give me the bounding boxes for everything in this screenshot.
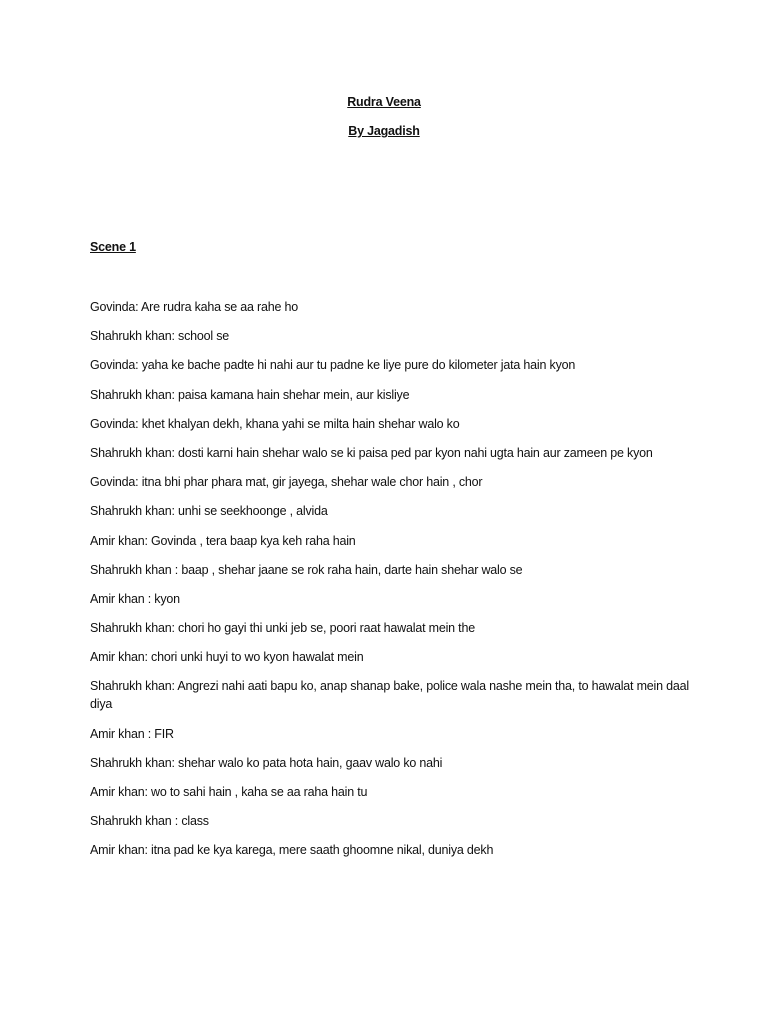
- dialogue-text: Are rudra kaha se aa rahe ho: [141, 300, 299, 314]
- speaker-separator: :: [171, 387, 179, 402]
- speaker-name: Shahrukh khan: [90, 387, 172, 402]
- dialogue-line: [90, 415, 690, 433]
- dialogue-line: [90, 532, 690, 550]
- speaker-separator: :: [135, 358, 142, 373]
- dialogue-line: [90, 783, 690, 801]
- speaker-name: Shahrukh khan: [90, 329, 172, 344]
- dialogue-text: class: [181, 814, 209, 829]
- speaker-name: Govinda: [90, 358, 136, 373]
- dialogue-line: [90, 502, 690, 520]
- speaker-name: Shahrukh khan: [90, 679, 172, 694]
- speaker-name: Govinda: [90, 300, 136, 314]
- speaker-separator: :: [144, 726, 155, 741]
- speaker-separator: :: [144, 533, 152, 548]
- dialogue-line: [90, 677, 690, 713]
- dialogue-text: Govinda , tera baap kya keh raha hain: [151, 533, 356, 548]
- dialogue-line: [90, 298, 690, 316]
- dialogue-line: [90, 590, 690, 608]
- speaker-name: Govinda: [90, 475, 136, 490]
- dialogue-text: school se: [178, 329, 230, 344]
- speaker-name: Shahrukh khan: [90, 814, 172, 829]
- speaker-name: Amir khan: [90, 726, 145, 741]
- dialogue-line: [90, 561, 690, 579]
- speaker-separator: :: [144, 843, 152, 858]
- speaker-name: Amir khan: [90, 591, 145, 606]
- speaker-name: Shahrukh khan: [90, 504, 172, 519]
- dialogue-line: [90, 473, 690, 491]
- speaker-separator: :: [171, 445, 179, 460]
- dialogue-line: [90, 648, 690, 666]
- dialogue-line: [90, 725, 690, 743]
- scene-heading: Scene 1: [90, 240, 136, 254]
- dialogue-text: baap , shehar jaane se rok raha hain, darte hain shehar walo se: [181, 562, 523, 577]
- speaker-separator: :: [171, 814, 182, 829]
- document-byline: By Jagadish: [348, 124, 420, 138]
- speaker-separator: :: [144, 650, 152, 665]
- dialogue-text: shehar walo ko pata hota hain, gaav walo ko nahi: [178, 755, 443, 770]
- dialogue-text: dosti karni hain shehar walo se ki paisa ped par kyon nahi ugta hain aur zameen pe kyon: [178, 445, 653, 460]
- document-title: Rudra Veena: [347, 95, 421, 109]
- speaker-name: Shahrukh khan: [90, 755, 172, 770]
- speaker-separator: :: [171, 562, 182, 577]
- speaker-separator: :: [144, 785, 152, 799]
- speaker-name: Amir khan: [90, 533, 145, 548]
- speaker-name: Shahrukh khan: [90, 562, 172, 577]
- dialogue-text: kyon: [154, 591, 180, 606]
- speaker-separator: :: [171, 621, 179, 636]
- dialogue-text: wo to sahi hain , kaha se aa raha hain tu: [151, 785, 368, 799]
- speaker-separator: :: [135, 300, 142, 314]
- speaker-name: Govinda: [90, 416, 136, 431]
- speaker-name: Shahrukh khan: [90, 445, 172, 460]
- dialogue-line: [90, 356, 690, 374]
- speaker-name: Amir khan: [90, 650, 145, 665]
- dialogue-text: yaha ke bache padte hi nahi aur tu padne ke liye pure do kilometer jata hain kyon: [141, 358, 576, 373]
- speaker-separator: :: [171, 329, 179, 344]
- dialogue-line: [90, 619, 690, 637]
- dialogue-line: [90, 444, 690, 462]
- speaker-separator: :: [171, 504, 179, 519]
- dialogue-line: [90, 812, 690, 830]
- speaker-separator: :: [144, 591, 155, 606]
- speaker-name: Shahrukh khan: [90, 621, 172, 636]
- dialogue-text: chori ho gayi thi unki jeb se, poori raat hawalat mein the: [178, 621, 475, 636]
- dialogue-text: chori unki huyi to wo kyon hawalat mein: [151, 650, 364, 665]
- speaker-name: Amir khan: [90, 843, 145, 858]
- dialogue-line: [90, 754, 690, 772]
- dialogue-line: [90, 841, 690, 859]
- speaker-name: Amir khan: [90, 785, 145, 799]
- speaker-separator: :: [171, 755, 179, 770]
- dialogue-text: paisa kamana hain shehar mein, aur kisliye: [178, 387, 410, 402]
- speaker-separator: :: [135, 475, 142, 490]
- speaker-separator: :: [171, 679, 178, 694]
- dialogue-text: Angrezi nahi aati bapu ko, anap shanap bake, police wala nashe mein tha, to hawalat mein daal diya: [90, 679, 689, 712]
- dialogue-line: [90, 327, 690, 345]
- dialogue-text: FIR: [154, 726, 174, 741]
- dialogue-text: khet khalyan dekh, khana yahi se milta hain shehar walo ko: [141, 416, 460, 431]
- dialogue-text: itna pad ke kya karega, mere saath ghoomne nikal, duniya dekh: [151, 843, 494, 858]
- dialogue-list: [90, 298, 690, 871]
- dialogue-text: itna bhi phar phara mat, gir jayega, shehar wale chor hain , chor: [141, 475, 483, 490]
- speaker-separator: :: [135, 416, 142, 431]
- dialogue-line: [90, 386, 690, 404]
- dialogue-text: unhi se seekhoonge , alvida: [178, 504, 328, 519]
